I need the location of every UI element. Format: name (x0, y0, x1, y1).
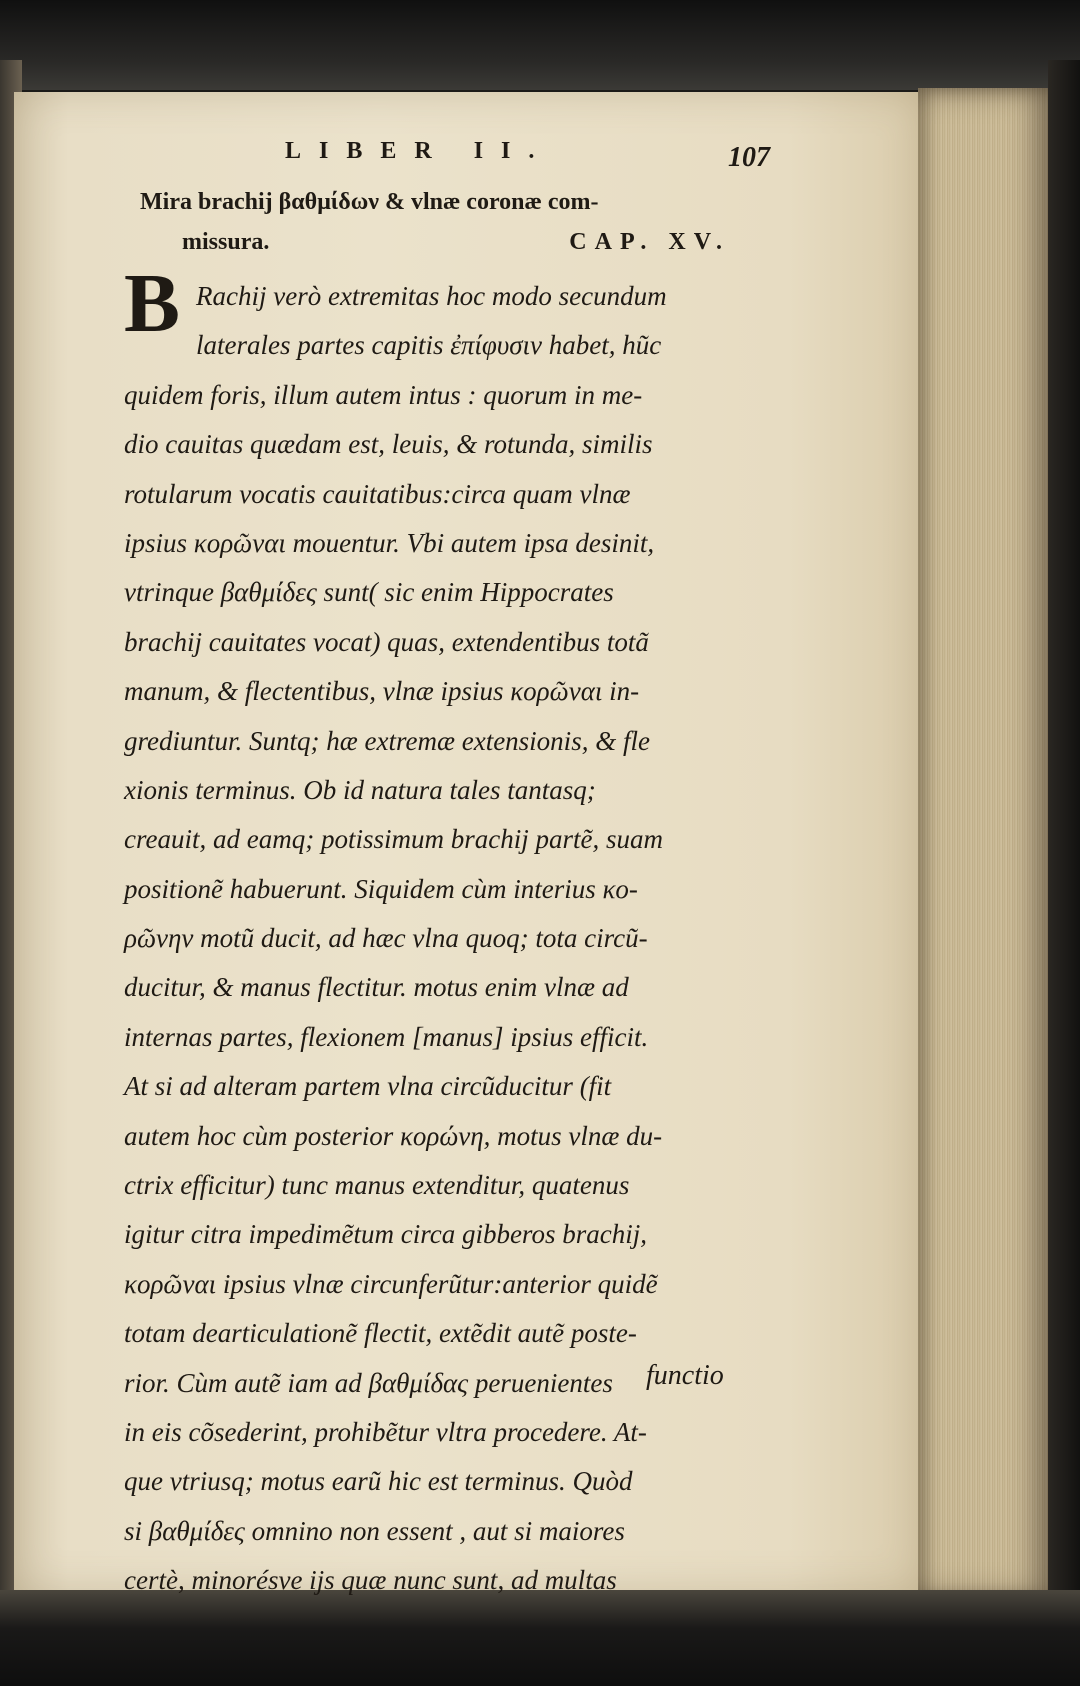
book-cover-edge (1048, 60, 1080, 1620)
running-title: LIBER II. (285, 138, 553, 164)
text-line: igitur citra impedimẽtum circa gibberos brachij, (124, 1219, 647, 1250)
chapter-heading-line2 (140, 222, 730, 262)
page-edges (918, 88, 1058, 1598)
text-line: At si ad alteram partem vlna circũducitur (fit (124, 1071, 612, 1102)
text-line: certè, minorésve ijs quæ nunc sunt, ad multas (124, 1565, 617, 1596)
text-line: manum, & flectentibus, vlnæ ipsius κορῶναι in- (124, 676, 640, 707)
text-line: ρῶνην motũ ducit, ad hæc vlna quoq; tota circũ- (124, 923, 648, 954)
chapter-heading (140, 182, 730, 262)
text-line: si βαθμίδες omnino non essent , aut si maiores (124, 1515, 625, 1546)
text-line: autem hoc cùm posterior κορώνη, motus vlnæ du- (124, 1120, 663, 1151)
text-line: xionis terminus. Ob id natura tales tantasq; (124, 774, 596, 805)
catchword: functio (646, 1360, 724, 1391)
text-line: dio cauitas quædam est, leuis, & rotunda, similis (124, 429, 653, 460)
text-line: ctrix efficitur) tunc manus extenditur, quatenus (124, 1170, 630, 1201)
text-line: creauit, ad eamq; potissimum brachij partẽ, suam (124, 824, 663, 855)
text-line: vtrinque βαθμίδες sunt( sic enim Hippocrates (124, 577, 614, 608)
text-line: κορῶναι ipsius vlnæ circunferũtur:anterior quidẽ (124, 1268, 658, 1299)
drop-cap-initial: B (124, 257, 181, 350)
text-line: in eis cõsederint, prohibẽtur vltra procedere. At- (124, 1416, 647, 1447)
text-line: que vtriusq; motus earũ hic est terminus. Quòd (124, 1466, 633, 1497)
text-line: brachij cauitates vocat) quas, extendentibus totã (124, 626, 649, 657)
text-line: laterales partes capitis ἐπίφυσιν habet, hũc (196, 330, 662, 361)
chapter-heading-line2-text: missura. (182, 229, 270, 255)
text-line: quidem foris, illum autem intus : quorum in me- (124, 379, 643, 410)
text-line: positionẽ habuerunt. Siquidem cùm interius κο- (124, 873, 638, 904)
folio-number: 107 (728, 142, 770, 173)
text-line: rior. Cùm autẽ iam ad βαθμίδας peruenientes (124, 1367, 613, 1398)
chapter-number: CAP. XV. (569, 229, 730, 255)
text-line: ipsius κορῶναι mouentur. Vbi autem ipsa desinit, (124, 527, 655, 558)
text-line: ducitur, & manus flectitur. motus enim vlnæ ad (124, 972, 629, 1003)
text-line: internas partes, flexionem [manus] ipsius efficit. (124, 1021, 649, 1052)
text-line: rotularum vocatis cauitatibus:circa quam vlnæ (124, 478, 631, 509)
text-line: Rachij verò extremitas hoc modo secundum (196, 281, 667, 311)
text-line: grediuntur. Suntq; hæ extremæ extensionis, & fle (124, 725, 650, 756)
chapter-heading-line1: Mira brachij βαθμίδων & vlnæ coronæ com- (140, 189, 599, 215)
book-top-shadow (0, 0, 1080, 90)
body-text (124, 272, 756, 1606)
text-line: totam dearticulationẽ flectit, extẽdit autẽ poste- (124, 1318, 637, 1349)
